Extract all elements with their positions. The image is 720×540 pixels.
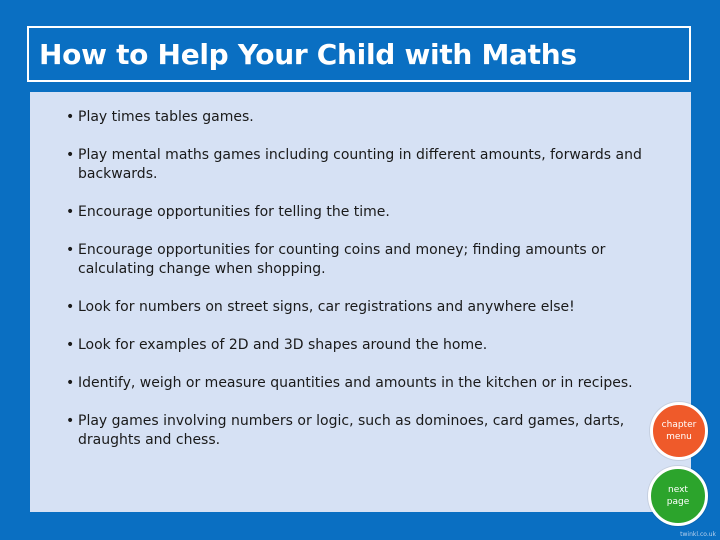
list-item-text: Play games involving numbers or logic, such as dominoes, card games, darts, draughts and chess. xyxy=(78,413,625,448)
bullet-icon: • xyxy=(66,109,75,125)
title-bar xyxy=(27,26,691,82)
list-item-text: Play mental maths games including counting in different amounts, forwards and backwards. xyxy=(78,147,642,182)
list-item xyxy=(66,241,666,279)
list-item xyxy=(66,336,666,355)
list-item xyxy=(66,146,666,184)
bullet-icon: • xyxy=(66,337,75,353)
bullet-icon: • xyxy=(66,147,75,163)
list-item-text: Look for numbers on street signs, car registrations and anywhere else! xyxy=(78,299,575,315)
list-item xyxy=(66,108,666,127)
chapter-menu-label: chapter menu xyxy=(661,420,697,442)
list-item xyxy=(66,412,666,450)
bullet-icon: • xyxy=(66,204,75,220)
page-title: How to Help Your Child with Maths xyxy=(39,38,577,71)
list-item xyxy=(66,374,666,393)
footer-credit: twinkl.co.uk xyxy=(680,531,716,538)
content-panel xyxy=(30,92,691,512)
list-item xyxy=(66,298,666,317)
bullet-icon: • xyxy=(66,413,75,429)
bullet-icon: • xyxy=(66,375,75,391)
list-item xyxy=(66,203,666,222)
chapter-menu-button[interactable] xyxy=(650,402,708,460)
list-item-text: Identify, weigh or measure quantities and amounts in the kitchen or in recipes. xyxy=(78,375,633,391)
bullet-icon: • xyxy=(66,299,75,315)
next-page-button[interactable] xyxy=(648,466,708,526)
list-item-text: Encourage opportunities for telling the time. xyxy=(78,204,390,220)
bullet-list xyxy=(66,108,666,469)
next-page-label: next page xyxy=(666,485,690,507)
list-item-text: Play times tables games. xyxy=(78,109,254,125)
list-item-text: Look for examples of 2D and 3D shapes around the home. xyxy=(78,337,488,353)
bullet-icon: • xyxy=(66,242,75,258)
list-item-text: Encourage opportunities for counting coins and money; finding amounts or calculating change when shopping. xyxy=(78,242,606,277)
